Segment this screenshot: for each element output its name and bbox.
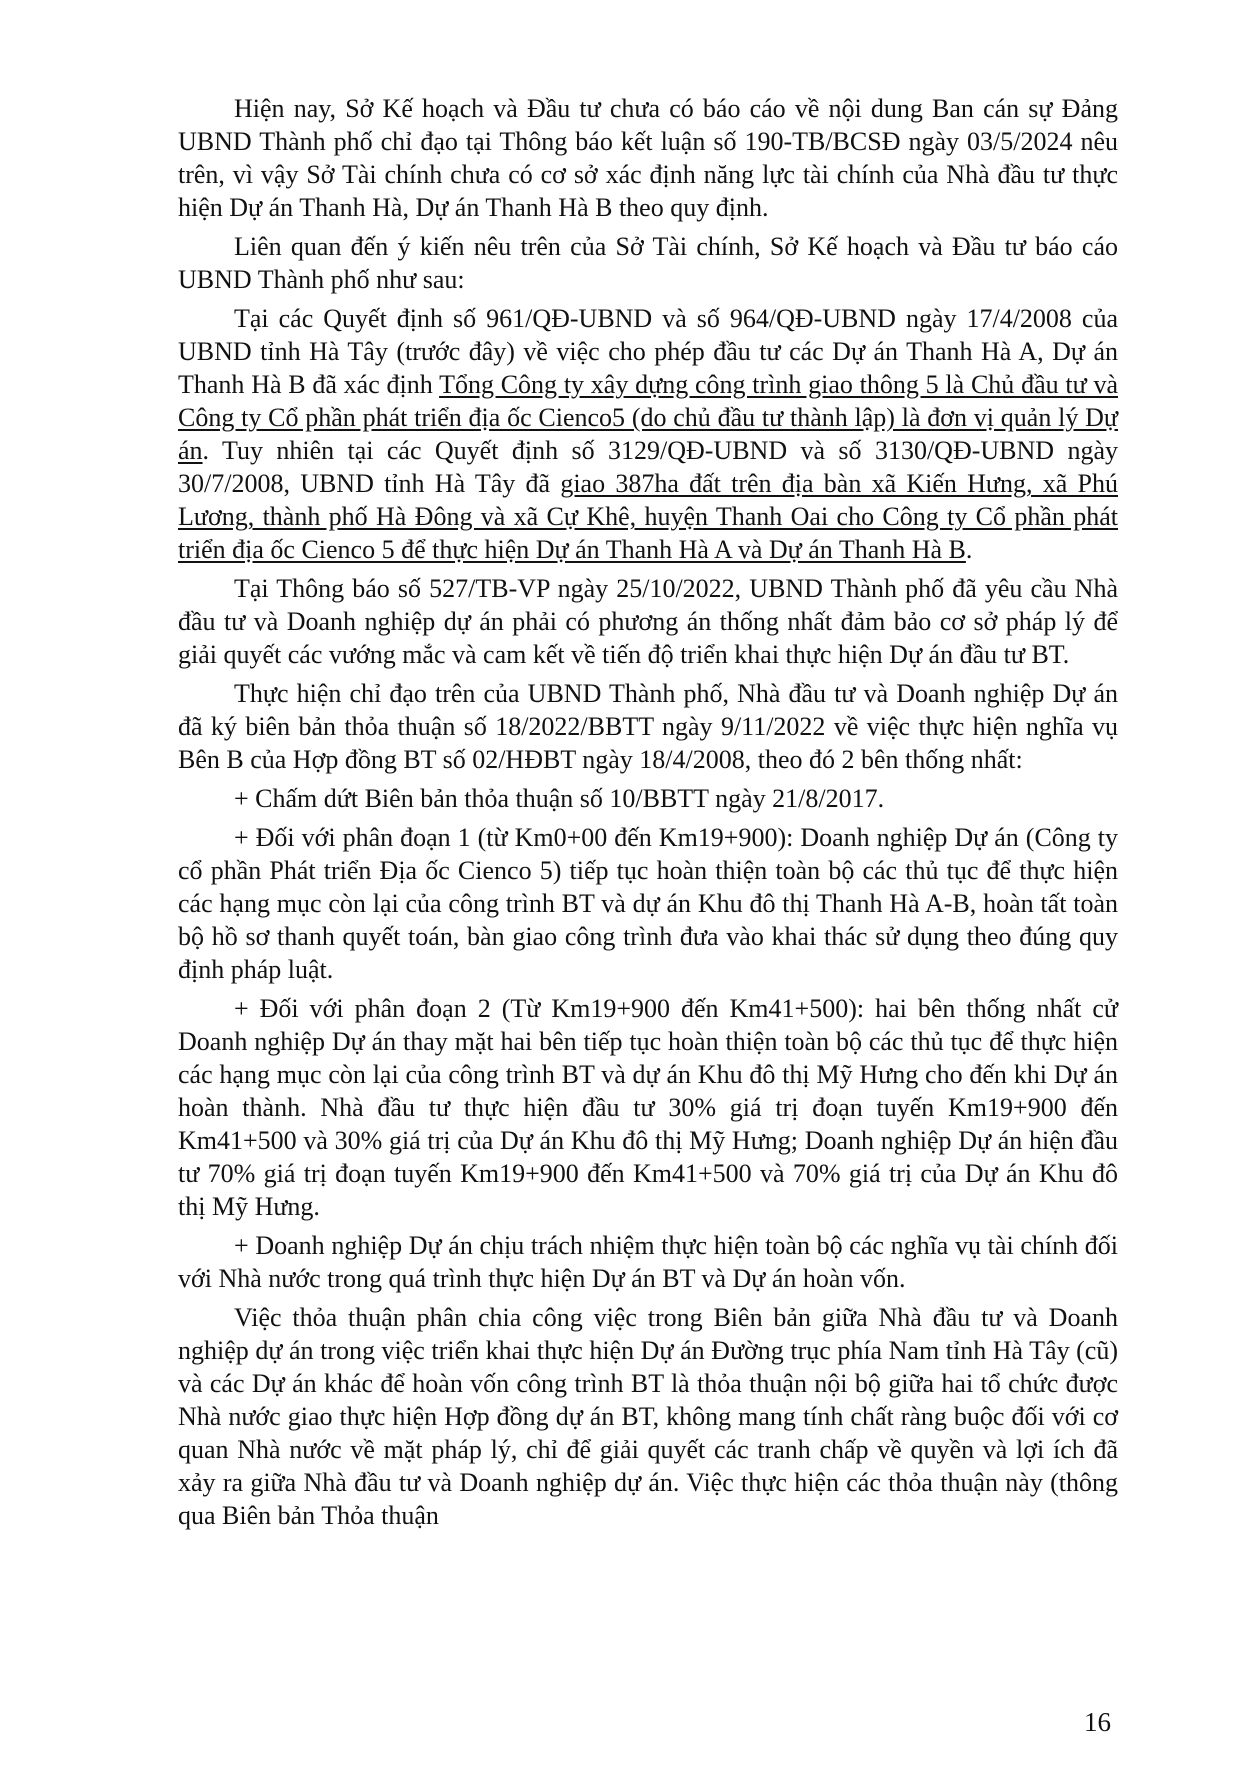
document-body [178,92,1118,1538]
paragraph: Thực hiện chỉ đạo trên của UBND Thành phố, Nhà đầu tư và Doanh nghiệp Dự án đã ký biên bản thỏa thuận số 18/2022/BBTT ngày 9/11/2022 về việc thực hiện nghĩa vụ Bên B của Hợp đồng BT số 02/HĐBT ngày 18/4/2008, theo đó 2 bên thống nhất: [178,679,1118,774]
paragraph: Tại Thông báo số 527/TB-VP ngày 25/10/2022, UBND Thành phố đã yêu cầu Nhà đầu tư và Doanh nghiệp dự án phải có phương án thống nhất đảm bảo cơ sở pháp lý để giải quyết các vướng mắc và cam kết về tiến độ triển khai thực hiện Dự án đầu tư BT. [178,574,1118,669]
paragraph: Hiện nay, Sở Kế hoạch và Đầu tư chưa có báo cáo về nội dung Ban cán sự Đảng UBND Thành phố chỉ đạo tại Thông báo kết luận số 190-TB/BCSĐ ngày 03/5/2024 nêu trên, vì vậy Sở Tài chính chưa có cơ sở xác định năng lực tài chính của Nhà đầu tư thực hiện Dự án Thanh Hà, Dự án Thanh Hà B theo quy định. [178,94,1118,222]
bullet-paragraph: + Doanh nghiệp Dự án chịu trách nhiệm thực hiện toàn bộ các nghĩa vụ tài chính đối với Nhà nước trong quá trình thực hiện Dự án BT và Dự án hoàn vốn. [178,1231,1118,1293]
paragraph-text: Tại các Quyết định số 961/QĐ-UBND và số 964/QĐ-UBND ngày 17/4/2008 của UBND tỉnh Hà Tây (trước đây) về việc cho phép đầu tư các Dự án Thanh Hà A, Dự án Thanh Hà B đã xác định [178,304,1118,399]
bullet-paragraph: + Đối với phân đoạn 1 (từ Km0+00 đến Km19+900): Doanh nghiệp Dự án (Công ty cổ phần Phát triển Địa ốc Cienco 5) tiếp tục hoàn thiện toàn bộ các thủ tục để thực hiện các hạng mục còn lại của công trình BT và dự án Khu đô thị Thanh Hà A-B, hoàn tất toàn bộ hồ sơ thanh quyết toán, bàn giao công trình đưa vào khai thác sử dụng theo đúng quy định pháp luật. [178,823,1118,984]
underlined-text: Tổng Công ty xây dựng công trình giao thông 5 là Chủ đầu tư và Công ty Cổ phần phát triển địa ốc Cienco5 (do chủ đầu tư thành lập) là đơn vị quản lý Dự án [178,370,1118,465]
paragraph-with-underlines [178,302,1118,566]
paragraph: Việc thỏa thuận phân chia công việc trong Biên bản giữa Nhà đầu tư và Doanh nghiệp dự án trong việc triển khai thực hiện Dự án Đường trục phía Nam tỉnh Hà Tây (cũ) và các Dự án khác để hoàn vốn công trình BT là thỏa thuận nội bộ giữa hai tổ chức được Nhà nước giao thực hiện Hợp đồng dự án BT, không mang tính chất ràng buộc đối với cơ quan Nhà nước về mặt pháp lý, chỉ để giải quyết các tranh chấp về quyền và lợi ích đã xảy ra giữa Nhà đầu tư và Doanh nghiệp dự án. Việc thực hiện các thỏa thuận này (thông qua Biên bản Thỏa thuận [178,1303,1118,1530]
paragraph: Liên quan đến ý kiến nêu trên của Sở Tài chính, Sở Kế hoạch và Đầu tư báo cáo UBND Thành phố như sau: [178,232,1118,294]
bullet-paragraph: + Đối với phân đoạn 2 (Từ Km19+900 đến Km41+500): hai bên thống nhất cử Doanh nghiệp Dự án thay mặt hai bên tiếp tục hoàn thiện toàn bộ các thủ tục để thực hiện các hạng mục còn lại của công trình BT và dự án Khu đô thị Mỹ Hưng cho đến khi Dự án hoàn thành. Nhà đầu tư thực hiện đầu tư 30% giá trị đoạn tuyến Km19+900 đến Km41+500 và 30% giá trị của Dự án Khu đô thị Mỹ Hưng; Doanh nghiệp Dự án hiện đầu tư 70% giá trị đoạn tuyến Km19+900 đến Km41+500 và 70% giá trị của Dự án Khu đô thị Mỹ Hưng. [178,994,1118,1221]
paragraph-text: . [965,535,973,564]
bullet-paragraph: + Chấm dứt Biên bản thỏa thuận số 10/BBTT ngày 21/8/2017. [234,784,885,813]
page-number: 16 [1084,1707,1111,1737]
paragraph-text: . Tuy nhiên tại các Quyết định số 3129/QĐ-UBND và số 3130/QĐ-UBND ngày 30/7/2008, UBND tỉnh Hà Tây đã [178,436,1118,498]
underlined-text: giao 387ha đất trên địa bàn xã Kiến Hưng, xã Phú Lương, thành phố Hà Đông và xã Cự Khê, huyện Thanh Oai cho Công ty Cổ phần phát triển địa ốc Cienco 5 để thực hiện Dự án Thanh Hà A và Dự án Thanh Hà B [178,469,1118,564]
